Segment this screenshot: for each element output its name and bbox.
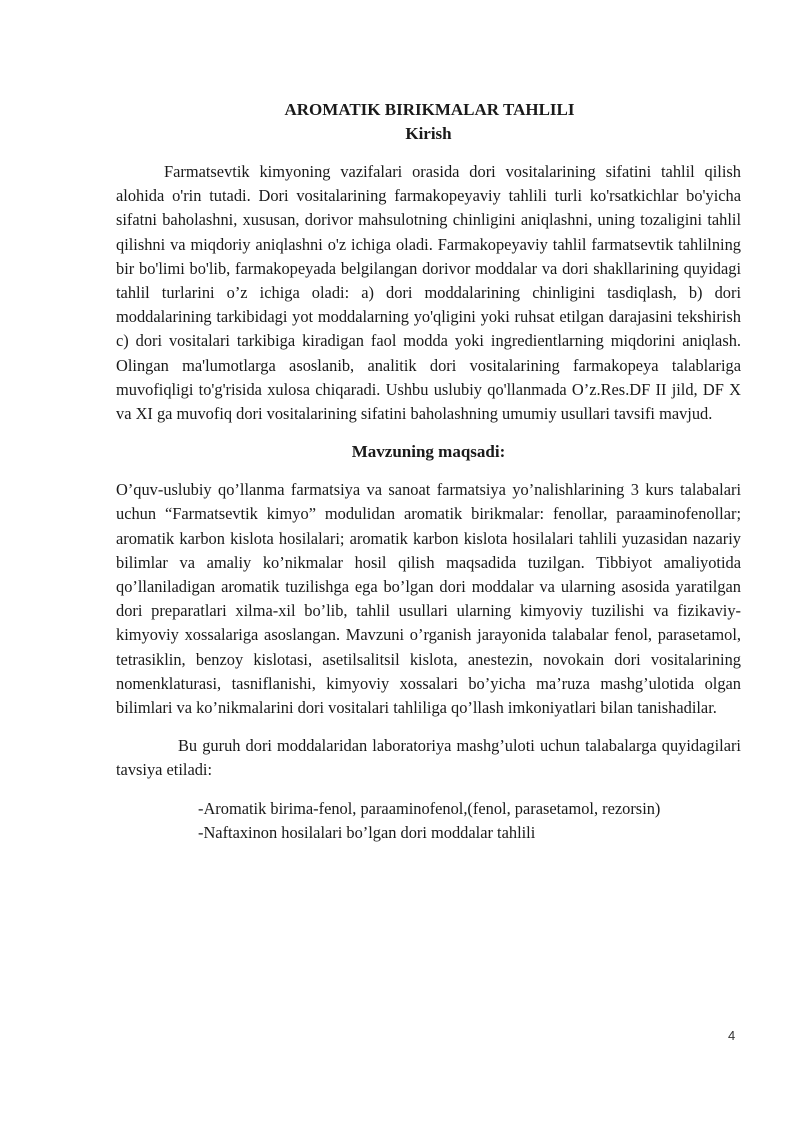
list-item: -Naftaxinon hosilalari bo’lgan dori moddalar tahlili [198, 822, 536, 842]
page-content [116, 98, 741, 845]
recommend-paragraph: Bu guruh dori moddalaridan laboratoriya mashg’uloti uchun talabalarga quyidagilari tavsiya etiladi: [116, 736, 741, 780]
intro-paragraph: Farmatsevtik kimyoning vazifalari orasida dori vositalarining sifatini tahlil qilish alohida o'rin tutadi. Dori vositalarining farmakopeyaviy tahlili turli ko'rsatkichlar bo'yicha sifatni baholashni, xususan, dorivor mahsulotning chinligini aniqlashni, uning tozaligini tahlil qilishni va miqdoriy aniqlashni o'z ichiga oladi. Farmakopeyaviy tahlil farmatsevtik tahlilning bir bo'limi bo'lib, farmakopeyada belgilangan dorivor moddalar va dori shakllarining quyidagi tahlil turlarini o’z ichiga oladi: a) dori moddalarining chinligini tasdiqlash, b) dori moddalarining tarkibidagi yot moddalarning yo'qligini yoki ruhsat etilgan darajasini tekshirish c) dori vositalari tarkibiga kiradigan faol modda yoki ingredientlarning miqdorini aniqlash. Olingan ma'lumotlarga asoslanib, analitik dori vositalarining farmakopeya talablariga muvofiqligi to'g'risida xulosa chiqaradi. Ushbu uslubiy qo'llanmada O’z.Res.DF II jild, DF X va XI ga muvofiq dori vositalarining sifatini baholashning umumiy usullari tavsifi mavjud. [116, 162, 741, 424]
recommend-list [198, 797, 668, 845]
goal-paragraph: O’quv-uslubiy qo’llanma farmatsiya va sanoat farmatsiya yo’nalishlarining 3 kurs talabalari uchun “Farmatsevtik kimyo” modulidan aromatik birikmalar: fenollar, paraaminofenollar; aromatik karbon kislota hosilalari; aromatik karbon kislota hosilalari tahlili yuzasidan nazariy bilimlar va amaliy ko’nikmalar hosil qilish maqsadida tuzilgan. Tibbiyot amaliyotida qo’llaniladigan aromatik tuzilishga ega bo’lgan dori moddalar va ularning asosida yaratilgan dori preparatlari xilma-xil bo’lib, tahlil usullari ularning kimyoviy tuzilishi va fizikaviy-kimyoviy xossalariga asoslangan. Mavzuni o’rganish jarayonida talabalar fenol, parasetamol, tetrasiklin, benzoy kislotasi, asetilsalitsil kislota, anestezin, novokain dori vositalarining nomenklaturasi, tasniflanishi, kimyoviy xossalari bo’yicha ma’ruza mashg’ulotida olgan bilimlari va ko’nikmalarini dori vositalari tahliliga qo’llash imkoniyatlari bilan tanishadilar. [116, 480, 741, 718]
document-subtitle: Kirish [405, 124, 452, 143]
paragraph-spacer [116, 720, 741, 734]
section-heading: Mavzuning maqsadi: [351, 442, 506, 462]
page-number: 4 [728, 1028, 736, 1043]
list-item: -Aromatik birima-fenol, paraaminofenol,(fenol, parasetamol, rezorsin) [198, 798, 661, 818]
document-title: AROMATIK BIRIKMALAR TAHLILI [284, 100, 575, 119]
